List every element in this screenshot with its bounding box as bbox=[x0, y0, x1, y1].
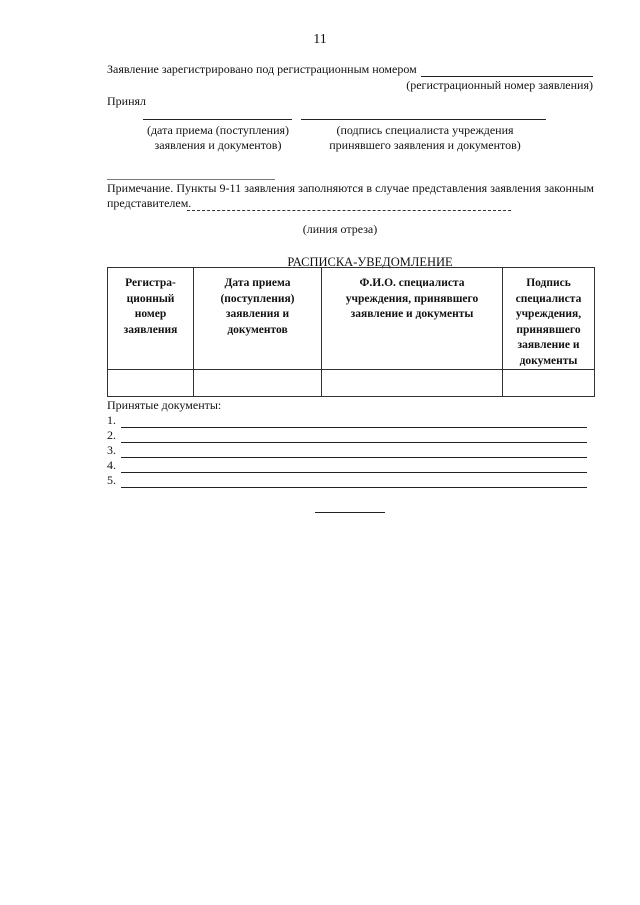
cut-line-caption: (линия отреза) bbox=[302, 222, 378, 236]
registration-text: Заявление зарегистрировано под регистрационным номером bbox=[107, 62, 417, 76]
col-date-received: Дата приема (поступления) заявления и документов bbox=[194, 268, 322, 370]
receipt-data-row bbox=[108, 370, 595, 397]
list-item bbox=[107, 443, 587, 458]
item-number: 2. bbox=[107, 428, 116, 442]
accepted-label: Принял bbox=[107, 94, 147, 108]
item-number: 1. bbox=[107, 413, 116, 427]
signature-caption-line-2: принявшего заявления и документов) bbox=[329, 138, 521, 152]
receipt-table bbox=[107, 267, 595, 397]
item-number: 5. bbox=[107, 473, 116, 487]
cut-line bbox=[187, 210, 511, 211]
receipt-header-row bbox=[108, 268, 595, 370]
end-of-section-rule bbox=[315, 512, 385, 513]
col-registration-number: Регистра- ционный номер заявления bbox=[108, 268, 194, 370]
footnote-rule bbox=[107, 179, 275, 180]
document-entry-blank[interactable] bbox=[121, 461, 587, 473]
col-specialist-name: Ф.И.О. специалиста учреждения, принявшего заявление и документы bbox=[322, 268, 503, 370]
accepted-documents-heading: Принятые документы: bbox=[107, 398, 222, 412]
signature-caption-line-1: (подпись специалиста учреждения bbox=[336, 123, 514, 137]
item-number: 4. bbox=[107, 458, 116, 472]
footnote-text: Примечание. Пункты 9-11 заявления заполняются в случае представления заявления законным представителем. bbox=[107, 181, 594, 210]
document-entry-blank[interactable] bbox=[121, 446, 587, 458]
registration-number-blank[interactable] bbox=[421, 63, 593, 77]
date-received-blank[interactable] bbox=[143, 119, 292, 120]
list-item bbox=[107, 458, 587, 473]
specialist-signature-caption bbox=[305, 123, 545, 153]
cell-date-received[interactable] bbox=[194, 370, 322, 397]
document-entry-blank[interactable] bbox=[121, 416, 587, 428]
document-entry-blank[interactable] bbox=[121, 476, 587, 488]
cell-registration-number[interactable] bbox=[108, 370, 194, 397]
date-caption-line-1: (дата приема (поступления) bbox=[146, 123, 290, 137]
date-caption-line-2: заявления и документов) bbox=[154, 138, 282, 152]
registration-caption: (регистрационный номер заявления) bbox=[406, 78, 593, 92]
specialist-signature-blank[interactable] bbox=[301, 119, 546, 120]
list-item bbox=[107, 473, 587, 488]
receipt-title: РАСПИСКА-УВЕДОМЛЕНИЕ bbox=[287, 255, 453, 269]
registration-line bbox=[107, 62, 593, 77]
date-received-caption bbox=[123, 123, 313, 153]
page-number: 11 bbox=[313, 32, 327, 47]
cell-specialist-name[interactable] bbox=[322, 370, 503, 397]
item-number: 3. bbox=[107, 443, 116, 457]
accepted-documents-list bbox=[107, 413, 587, 488]
col-specialist-signature: Подпись специалиста учреждения, принявшего заявление и документы bbox=[503, 268, 595, 370]
list-item bbox=[107, 428, 587, 443]
list-item bbox=[107, 413, 587, 428]
document-entry-blank[interactable] bbox=[121, 431, 587, 443]
cell-specialist-signature[interactable] bbox=[503, 370, 595, 397]
